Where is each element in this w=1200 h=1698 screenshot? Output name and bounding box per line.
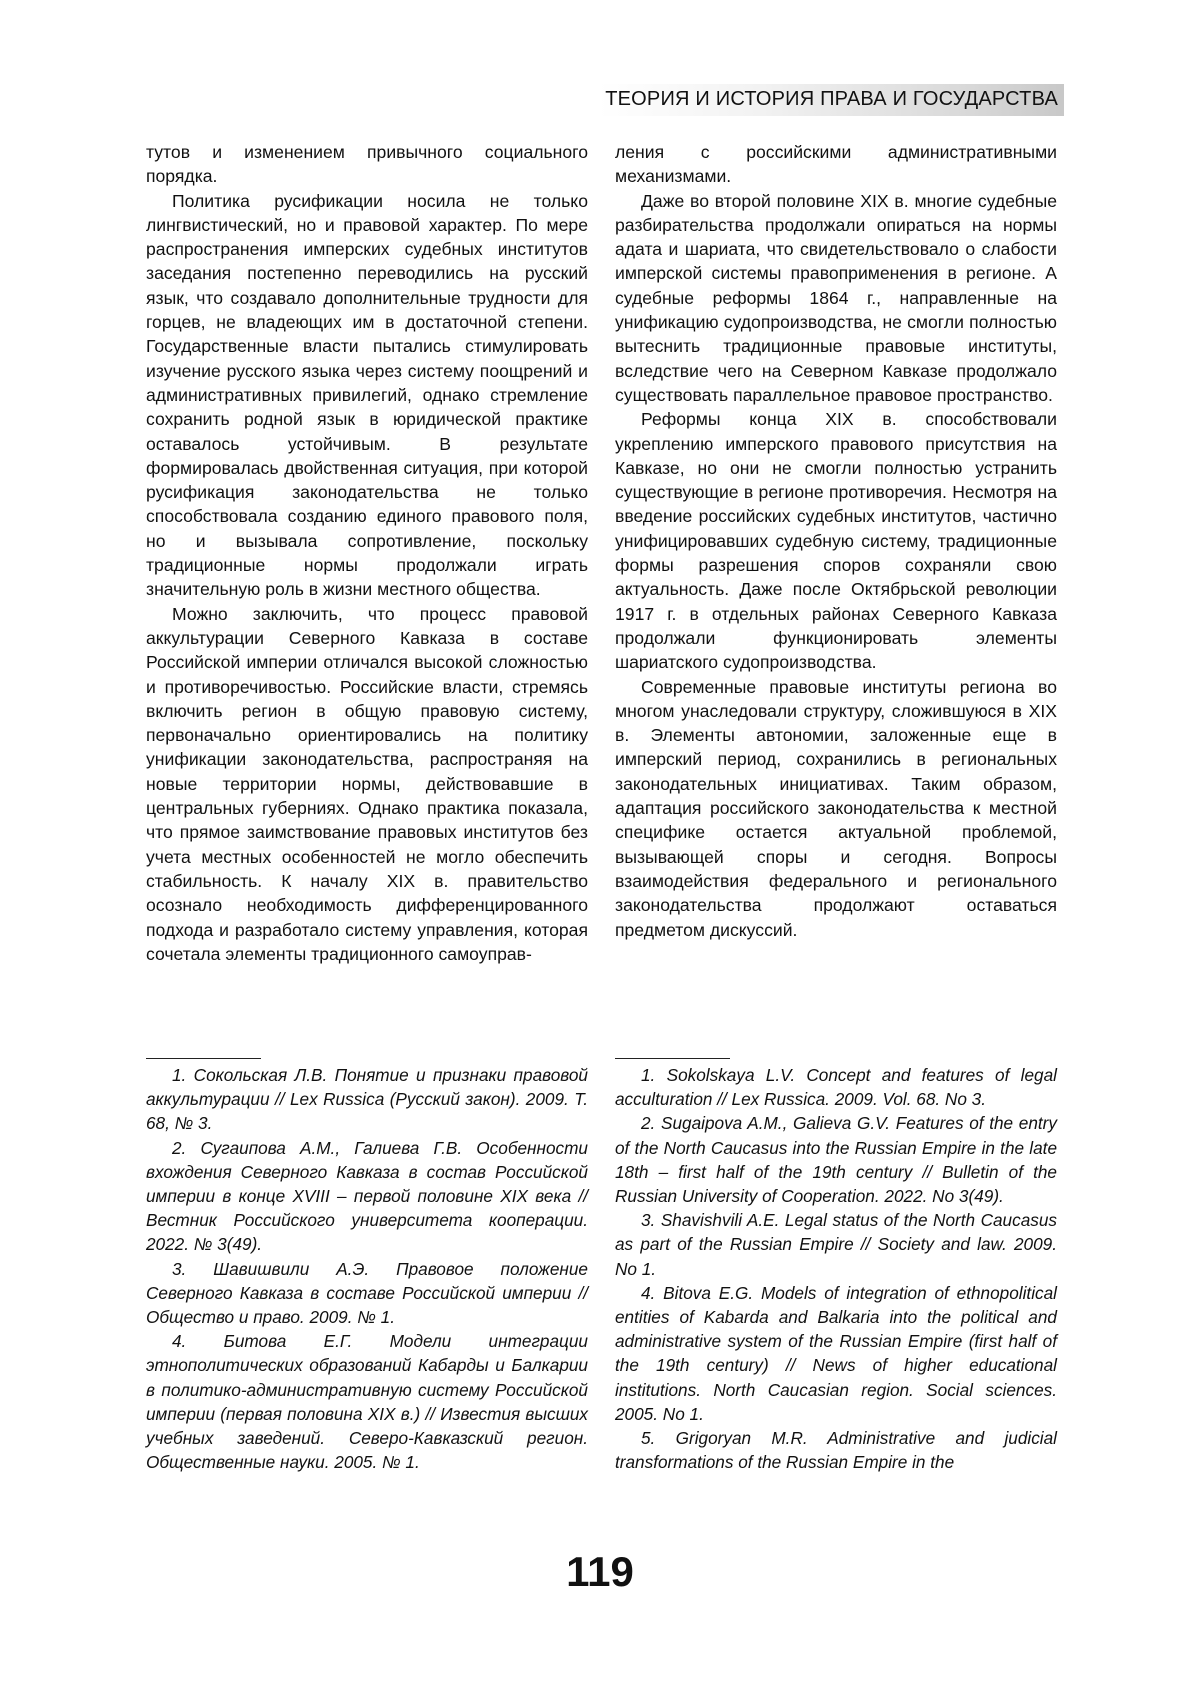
- footnote: 2. Сугаипова А.М., Галиева Г.В. Особенности вхождения Северного Кавказа в состав Российской империи в конце XVIII – первой половине XIX века // Вестник Российского университета кооперации. 2022. № 3(49).: [146, 1137, 588, 1255]
- footnote: 1. Сокольская Л.В. Понятие и признаки правовой аккультурации // Lex Russica (Русский закон). 2009. Т. 68, № 3.: [146, 1065, 588, 1134]
- footnotes-english: [615, 1063, 1057, 1474]
- footnote: 3. Шавишвили А.Э. Правовое положение Северного Кавказа в составе Российской империи // Общество и право. 2009. № 1.: [146, 1258, 588, 1328]
- paragraph: Можно заключить, что процесс правовой аккультурации Северного Кавказа в составе Российской империи отличался высокой сложностью и противоречивостью. Российские власти, стремясь включить регион в общую правовую систему, первоначально ориентировались на политику унификации законодательства, распространяя на новые территории нормы, действовавшие в центральных губерниях. Однако практика показала, что прямое заимствование правовых институтов без учета местных особенностей не могло обеспечить стабильность. К началу XIX в. правительство осознало необходимость дифференцированного подхода и разработало систему управления, которая сочетала элементы традиционного самоуправ-: [146, 603, 588, 964]
- paragraph: Современные правовые институты региона во многом унаследовали структуру, сложившуюся в XIX в. Элементы автономии, заложенные еще в имперский период, сохранились в региональных законодательных инициативах. Таким образом, адаптация российского законодательства к местной специфике остается актуальной проблемой, вызывающей споры и сегодня. Вопросы взаимодействия федерального и регионального законодательства продолжают оставаться предметом дискуссий.: [615, 676, 1057, 940]
- page-number: 119: [566, 1548, 634, 1595]
- footnote: 4. Bitova E.G. Models of integration of ethnopolitical entities of Kabarda and Balkaria into the political and administrative system of the Russian Empire (first half of the 19th century) // News of higher educational institutions. North Caucasian region. Social sciences. 2005. No 1.: [615, 1282, 1057, 1424]
- running-header-title: ТЕОРИЯ И ИСТОРИЯ ПРАВА И ГОСУДАРСТВА: [605, 88, 1058, 110]
- paragraph: Реформы конца XIX в. способствовали укреплению имперского правового присутствия на Кавказе, но они не смогли полностью устранить существующие в регионе противоречия. Несмотря на введение российских судебных институтов, частично унифицировавших судебную систему, традиционные формы разрешения споров сохраняли свою актуальность. Даже после Октябрьской революции 1917 г. в отдельных районах Северного Кавказа продолжали функционировать элементы шариатского судопроизводства.: [615, 409, 1057, 673]
- paragraph: тутов и изменением привычного социального порядка.: [146, 142, 588, 187]
- paragraph: Политика русификации носила не только лингвистический, но и правовой характер. По мере распространения имперских судебных институтов заседания постепенно переводились на русский язык, что создавало дополнительные трудности для горцев, не владеющих им в достаточной степени. Государственные власти пытались стимулировать изучение русского языка через систему поощрений и административных привилегий, однако стремление сохранить родной язык в юридической практике оставалось устойчивым. В результате формировалась двойственная ситуация, при которой русификация законодательства не только способствовала созданию единого правового поля, но и вызывала сопротивление, поскольку традиционные нормы продолжали играть значительную роль в жизни местного общества.: [146, 190, 588, 600]
- paragraph: ления с российскими административными механизмами.: [615, 142, 1057, 187]
- footnotes-russian: [146, 1063, 588, 1474]
- footnote: 3. Shavishvili A.E. Legal status of the North Caucasus as part of the Russian Empire // Society and law. 2009. No 1.: [615, 1210, 1057, 1279]
- left-column-body: [146, 140, 588, 966]
- footnote: 2. Sugaipova A.M., Galieva G.V. Features of the entry of the North Caucasus into the Russian Empire in the late 18th – first half of the 19th century // Bulletin of the Russian University of Cooperation. 2022. No 3(49).: [615, 1113, 1057, 1207]
- right-column-body: [615, 140, 1057, 942]
- paragraph: Даже во второй половине XIX в. многие судебные разбирательства продолжали опираться на нормы адата и шариата, что свидетельствовало о слабости имперской системы правоприменения в регионе. А судебные реформы 1864 г., направленные на унификацию судопроизводства, не смогли полностью вытеснить традиционные правовые институты, вследствие чего на Северном Кавказе продолжало существовать параллельное правовое пространство.: [615, 190, 1057, 405]
- footnote-divider: [146, 1058, 261, 1059]
- footnote: 4. Битова Е.Г. Модели интеграции этнополитических образований Кабарды и Балкарии в политико-административную систему Российской империи (первая половина XIX в.) // Известия высших учебных заведений. Северо-Кавказский регион. Общественные науки. 2005. № 1.: [146, 1331, 588, 1473]
- footnote: 5. Grigoryan M.R. Administrative and judicial transformations of the Russian Empire in the: [615, 1428, 1057, 1473]
- footnote: 1. Sokolskaya L.V. Concept and features of legal acculturation // Lex Russica. 2009. Vol. 68. No 3.: [615, 1065, 1057, 1110]
- footnote-divider: [615, 1058, 730, 1059]
